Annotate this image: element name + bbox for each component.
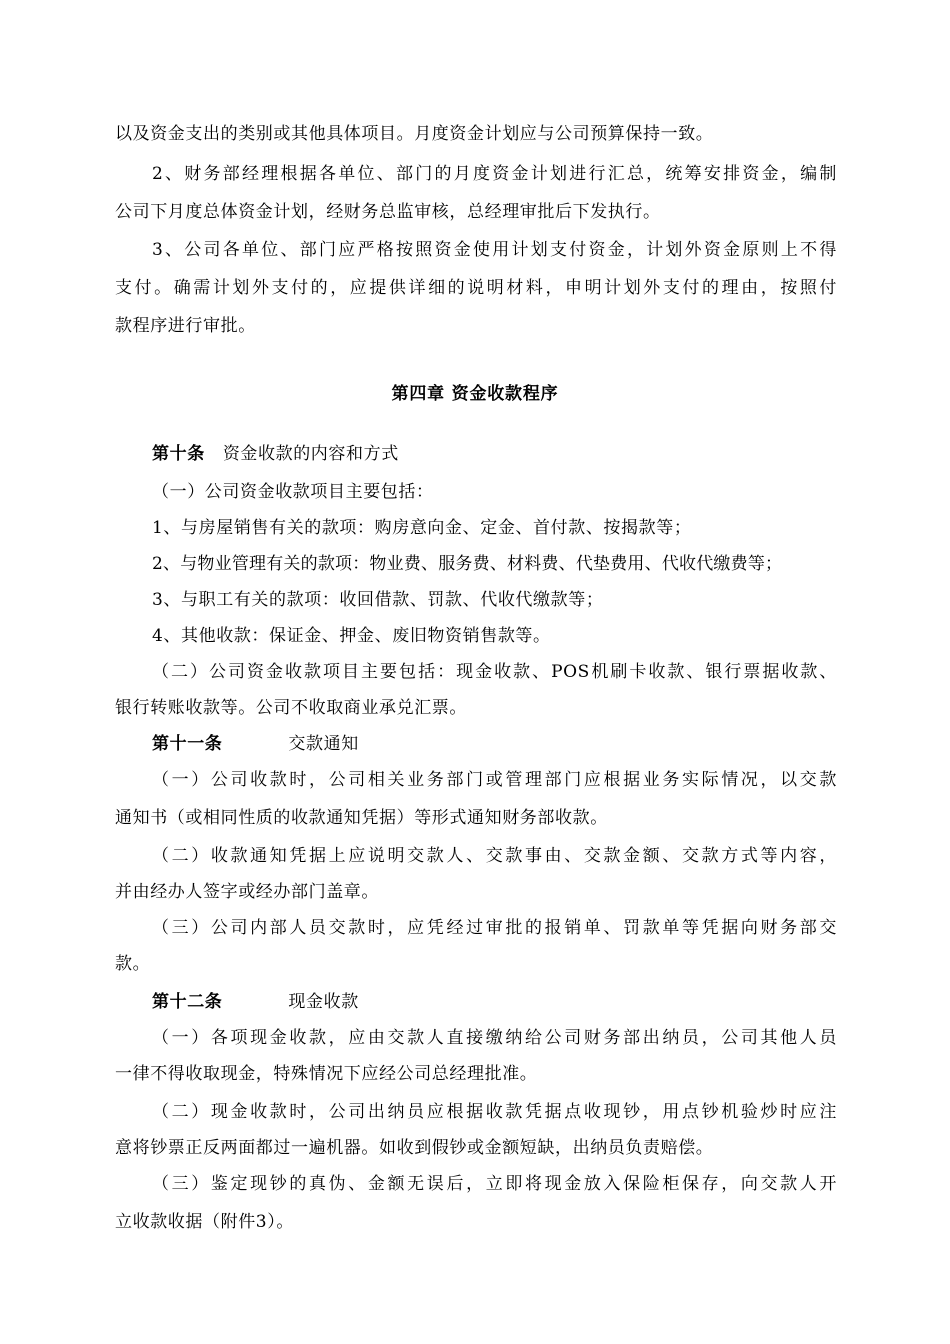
paragraph-line: 支付。确需计划外支付的，应提供详细的说明材料，申明计划外支付的理由，按照付	[115, 278, 837, 298]
article-title: 资金收款的内容和方式	[222, 444, 399, 464]
paragraph-line: （一）公司资金收款项目主要包括：	[152, 482, 434, 502]
article-title: 交款通知	[288, 734, 359, 754]
paragraph-line: （三）鉴定现钞的真伪、金额无误后，立即将现金放入保险柜保存，向交款人开	[152, 1174, 837, 1194]
paragraph-line: （二）收款通知凭据上应说明交款人、交款事由、交款金额、交款方式等内容，	[152, 846, 837, 866]
article-heading	[152, 990, 359, 1014]
paragraph-line: 3、公司各单位、部门应严格按照资金使用计划支付资金，计划外资金原则上不得	[152, 240, 837, 260]
paragraph-line: 2、财务部经理根据各单位、部门的月度资金计划进行汇总，统筹安排资金，编制	[152, 164, 837, 184]
paragraph-line: 银行转账收款等。公司不收取商业承兑汇票。	[115, 698, 467, 718]
paragraph-line: （三）公司内部人员交款时，应凭经过审批的报销单、罚款单等凭据向财务部交	[152, 918, 837, 938]
paragraph-line: 一律不得收取现金，特殊情况下应经公司总经理批准。	[115, 1064, 538, 1084]
paragraph-line: 立收款收据（附件3）。	[115, 1212, 294, 1232]
article-label: 第十条	[152, 444, 205, 464]
paragraph-line: 并由经办人签字或经办部门盖章。	[115, 882, 379, 902]
article-label: 第十二条	[152, 992, 223, 1012]
paragraph-line: 4、其他收款：保证金、押金、废旧物资销售款等。	[152, 626, 551, 646]
paragraph-line: 款程序进行审批。	[115, 316, 256, 336]
paragraph-line: （一）各项现金收款，应由交款人直接缴纳给公司财务部出纳员，公司其他人员	[152, 1028, 837, 1048]
article-heading	[152, 732, 359, 756]
paragraph-line: 款。	[115, 954, 151, 974]
paragraph-line: 通知书（或相同性质的收款通知凭据）等形式通知财务部收款。	[115, 808, 608, 828]
paragraph-line: 3、与职工有关的款项：收回借款、罚款、代收代缴款等；	[152, 590, 604, 610]
paragraph-line: （二）公司资金收款项目主要包括：现金收款、POS机刷卡收款、银行票据收款、	[152, 662, 837, 682]
paragraph-line: 2、与物业管理有关的款项：物业费、服务费、材料费、代垫费用、代收代缴费等；	[152, 554, 783, 574]
paragraph-line: （二）现金收款时，公司出纳员应根据收款凭据点收现钞，用点钞机验炒时应注	[152, 1102, 837, 1122]
paragraph-line: 1、与房屋销售有关的款项：购房意向金、定金、首付款、按揭款等；	[152, 518, 692, 538]
paragraph-line: 以及资金支出的类别或其他具体项目。月度资金计划应与公司预算保持一致。	[115, 124, 714, 144]
article-title: 现金收款	[288, 992, 359, 1012]
paragraph-line: 公司下月度总体资金计划，经财务总监审核，总经理审批后下发执行。	[115, 202, 661, 222]
paragraph-line: （一）公司收款时，公司相关业务部门或管理部门应根据业务实际情况，以交款	[152, 770, 837, 790]
article-heading	[152, 442, 399, 466]
paragraph-line: 意将钞票正反两面都过一遍机器。如收到假钞或金额短缺，出纳员负责赔偿。	[115, 1138, 714, 1158]
article-label: 第十一条	[152, 734, 223, 754]
chapter-title: 第四章 资金收款程序	[391, 384, 559, 404]
